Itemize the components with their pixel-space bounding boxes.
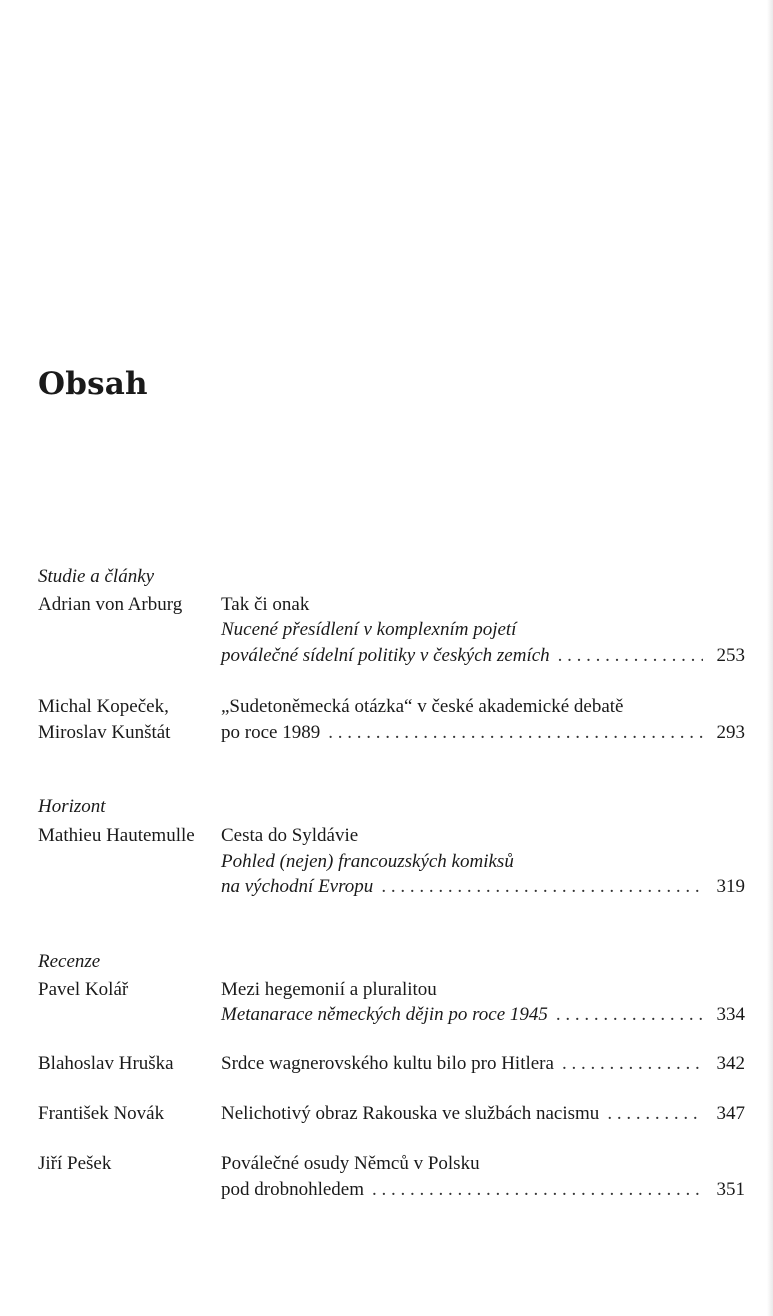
toc-subtitle: poválečné sídelní politiky v českých zemích bbox=[221, 645, 550, 666]
toc-title: po roce 1989 bbox=[221, 722, 321, 743]
toc-entry-kolar-line2 bbox=[0, 1002, 773, 1028]
toc-page-number: 319 bbox=[716, 876, 745, 897]
toc-author: Blahoslav Hruška bbox=[38, 1053, 174, 1074]
toc-title: Nelichotivý obraz Rakouska ve službách nacismu bbox=[221, 1103, 600, 1124]
toc-page-number: 347 bbox=[716, 1103, 745, 1124]
toc-entry-hautemulle-line3 bbox=[0, 874, 773, 900]
toc-title: Poválečné osudy Němců v Polsku bbox=[221, 1153, 480, 1174]
dot-leader bbox=[381, 874, 703, 900]
toc-entry-kopecek-line1[interactable] bbox=[0, 694, 773, 720]
toc-page-number: 342 bbox=[716, 1053, 745, 1074]
toc-author: Miroslav Kunštát bbox=[38, 722, 171, 743]
toc-title: Mezi hegemonií a pluralitou bbox=[221, 979, 437, 1000]
toc-author: Mathieu Hautemulle bbox=[38, 825, 195, 846]
toc-title: Srdce wagnerovského kultu bilo pro Hitlera bbox=[221, 1053, 554, 1074]
dot-leader bbox=[558, 643, 703, 669]
toc-author: Jiří Pešek bbox=[38, 1153, 112, 1174]
toc-title: pod drobnohledem bbox=[221, 1179, 365, 1200]
dot-leader bbox=[556, 1002, 703, 1028]
toc-entry-kopecek-line2 bbox=[0, 720, 773, 746]
toc-author: Adrian von Arburg bbox=[38, 594, 183, 615]
toc-page-number: 253 bbox=[716, 645, 745, 666]
toc-subtitle: Nucené přesídlení v komplexním pojetí bbox=[221, 619, 517, 640]
toc-entry-arburg-line2 bbox=[0, 617, 773, 643]
toc-subtitle: Pohled (nejen) francouzských komiksů bbox=[221, 851, 514, 872]
toc-entry-hautemulle-line2 bbox=[0, 849, 773, 875]
toc-title: Cesta do Syldávie bbox=[221, 825, 359, 846]
toc-author: Pavel Kolář bbox=[38, 979, 129, 1000]
dot-leader bbox=[562, 1051, 703, 1077]
section-heading-horizont: Horizont bbox=[38, 796, 106, 817]
toc-subtitle: Metanarace německých dějin po roce 1945 bbox=[221, 1004, 548, 1025]
toc-entry-arburg-line3 bbox=[0, 643, 773, 669]
toc-title: Tak či onak bbox=[221, 594, 310, 615]
dot-leader bbox=[328, 720, 703, 746]
toc-entry-hautemulle-line1[interactable] bbox=[0, 823, 773, 849]
toc-entry-hruska[interactable] bbox=[0, 1051, 773, 1077]
toc-entry-pesek-line2 bbox=[0, 1177, 773, 1203]
section-heading-studie: Studie a články bbox=[38, 566, 155, 587]
dot-leader bbox=[372, 1177, 703, 1203]
toc-entry-arburg-line1[interactable] bbox=[0, 592, 773, 618]
toc-page-number: 351 bbox=[716, 1179, 745, 1200]
section-heading-recenze: Recenze bbox=[38, 951, 101, 972]
toc-title: „Sudetoněmecká otázka“ v české akademické debatě bbox=[221, 696, 624, 717]
toc-page-number: 334 bbox=[716, 1004, 745, 1025]
dot-leader bbox=[607, 1101, 703, 1127]
page-title: Obsah bbox=[38, 366, 148, 402]
toc-author: Michal Kopeček, bbox=[38, 696, 169, 717]
toc-author: František Novák bbox=[38, 1103, 165, 1124]
toc-subtitle: na východní Evropu bbox=[221, 876, 374, 897]
toc-entry-kolar-line1[interactable] bbox=[0, 977, 773, 1003]
toc-entry-novak[interactable] bbox=[0, 1101, 773, 1127]
toc-entry-pesek-line1[interactable] bbox=[0, 1151, 773, 1177]
toc-page-number: 293 bbox=[716, 722, 745, 743]
